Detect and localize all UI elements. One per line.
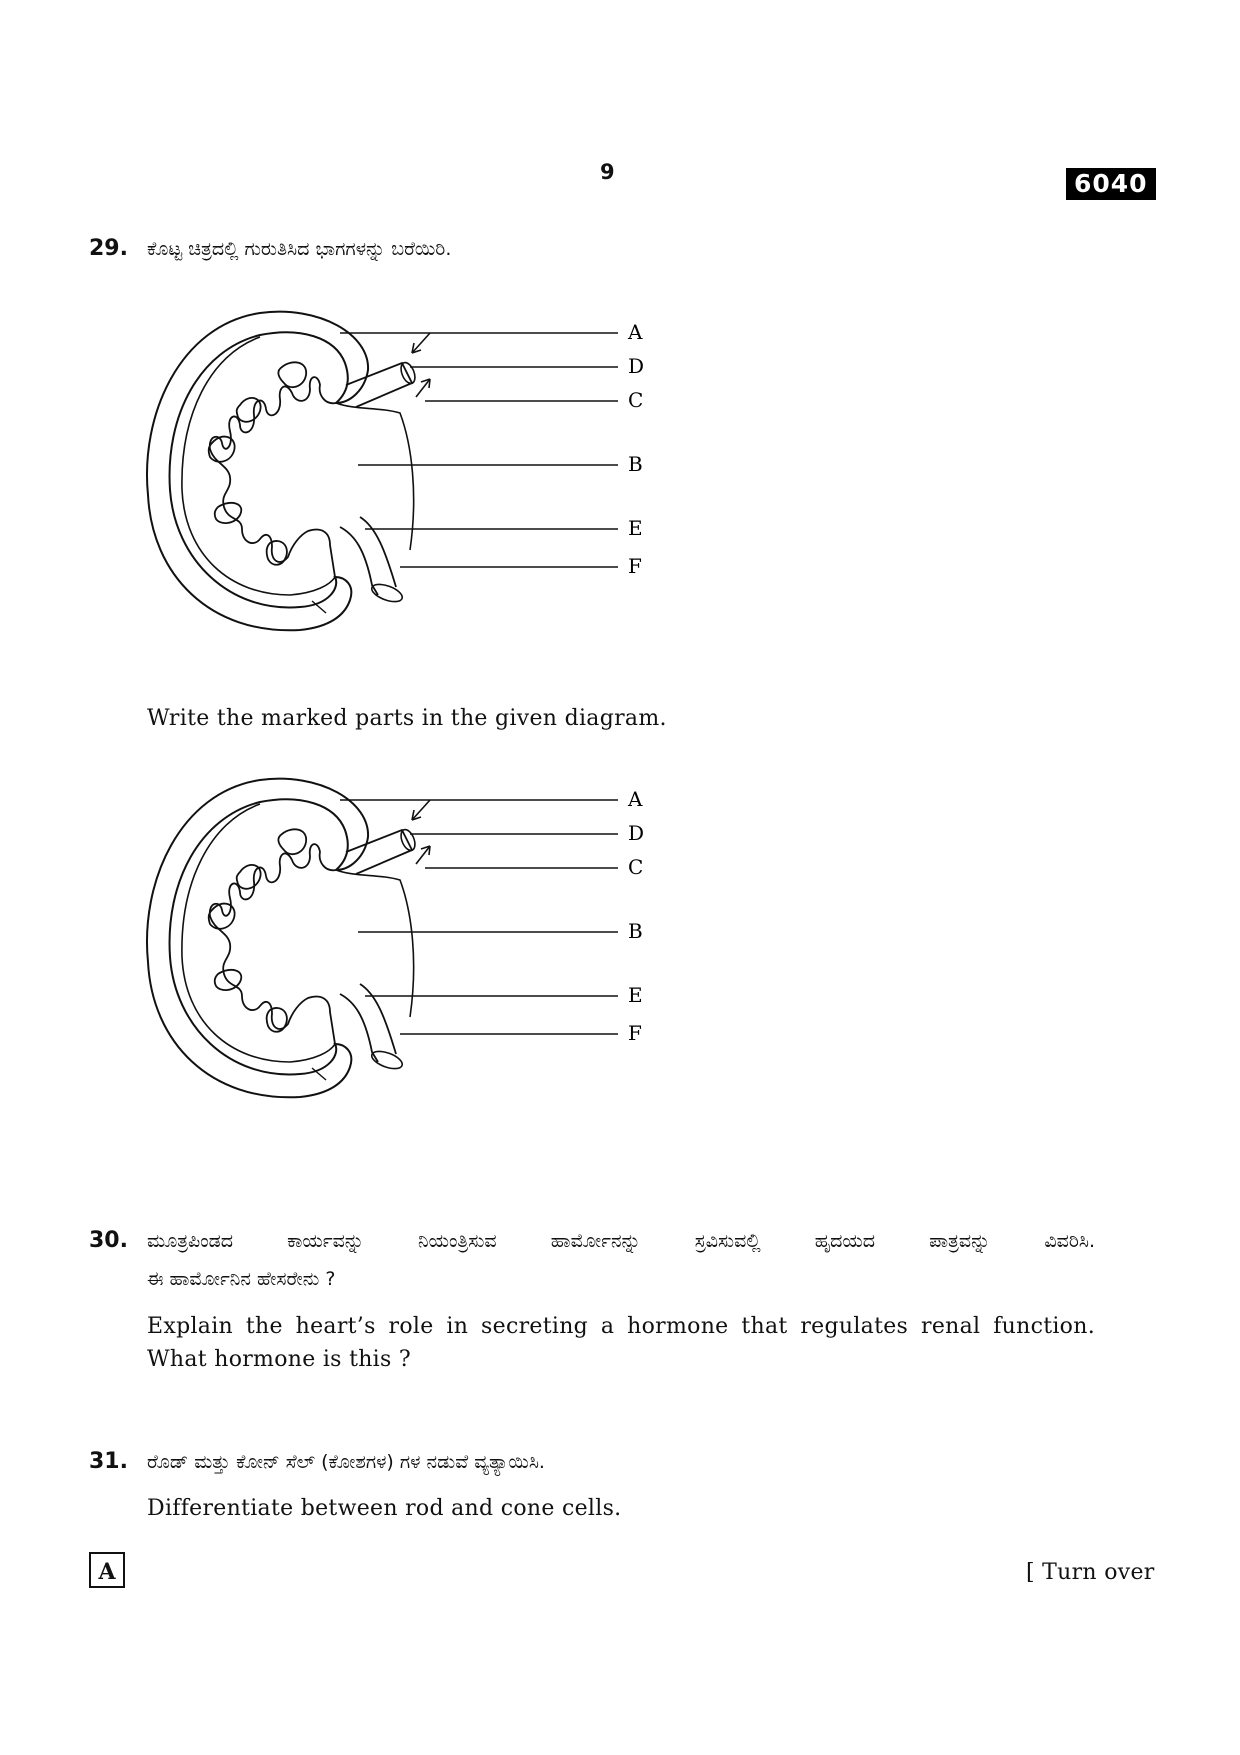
version-badge: A bbox=[89, 1552, 125, 1588]
kidney-diagram-svg bbox=[140, 295, 660, 655]
question-31-number: 31. bbox=[89, 1449, 128, 1474]
page-number: 9 bbox=[600, 160, 615, 184]
label-d: D bbox=[628, 821, 645, 845]
kidney-diagram-svg bbox=[140, 762, 660, 1122]
paper-code-badge: 6040 bbox=[1066, 168, 1156, 200]
label-d: D bbox=[628, 354, 645, 378]
question-30-kannada-line-2: ಈ ಹಾರ್ಮೋನಿನ ಹೇಸರೇನು ? bbox=[147, 1268, 336, 1290]
question-30-english-line-1: Explain the heart’s role in secreting a hormone that regulates renal function. bbox=[147, 1314, 1095, 1339]
question-31-english: Differentiate between rod and cone cells. bbox=[147, 1496, 622, 1521]
label-b: B bbox=[628, 919, 643, 943]
question-30-kannada-line-1: ಮೂತ್ರಪಿಂಡದ ಕಾರ್ಯವನ್ನು ನಿಯಂತ್ರಿಸುವ ಹಾರ್ಮೋನನ್ನು ಸ್ರವಿಸುವಲ್ಲಿ ಹೃದಯದ ಪಾತ್ರವನ್ನು ವಿವರಿಸಿ. bbox=[147, 1230, 1095, 1252]
question-29-kannada: ಕೊಟ್ಟ ಚಿತ್ರದಲ್ಲಿ ಗುರುತಿಸಿದ ಭಾಗಗಳನ್ನು ಬರೆಯಿರಿ. bbox=[147, 238, 452, 260]
question-29-number: 29. bbox=[89, 236, 128, 261]
label-e: E bbox=[628, 983, 643, 1007]
label-e: E bbox=[628, 516, 643, 540]
label-f: F bbox=[628, 1021, 642, 1045]
label-c: C bbox=[628, 388, 644, 412]
question-29-english: Write the marked parts in the given diagram. bbox=[147, 706, 667, 731]
label-a: A bbox=[628, 787, 643, 811]
kidney-diagram-1 bbox=[140, 295, 660, 655]
label-a: A bbox=[628, 320, 643, 344]
label-c: C bbox=[628, 855, 644, 879]
question-30-english-line-2: What hormone is this ? bbox=[147, 1347, 411, 1372]
turn-over-note: [ Turn over bbox=[1026, 1560, 1155, 1585]
question-31-kannada: ರೊಡ್ ಮತ್ತು ಕೋನ್ ಸೆಲ್ (ಕೋಶಗಳ) ಗಳ ನಡುವೆ ವ್ಯತ್ಯಾಯಿಸಿ. bbox=[147, 1451, 545, 1473]
label-b: B bbox=[628, 452, 643, 476]
label-f: F bbox=[628, 554, 642, 578]
kidney-diagram-2 bbox=[140, 762, 660, 1122]
question-30-number: 30. bbox=[89, 1228, 128, 1253]
